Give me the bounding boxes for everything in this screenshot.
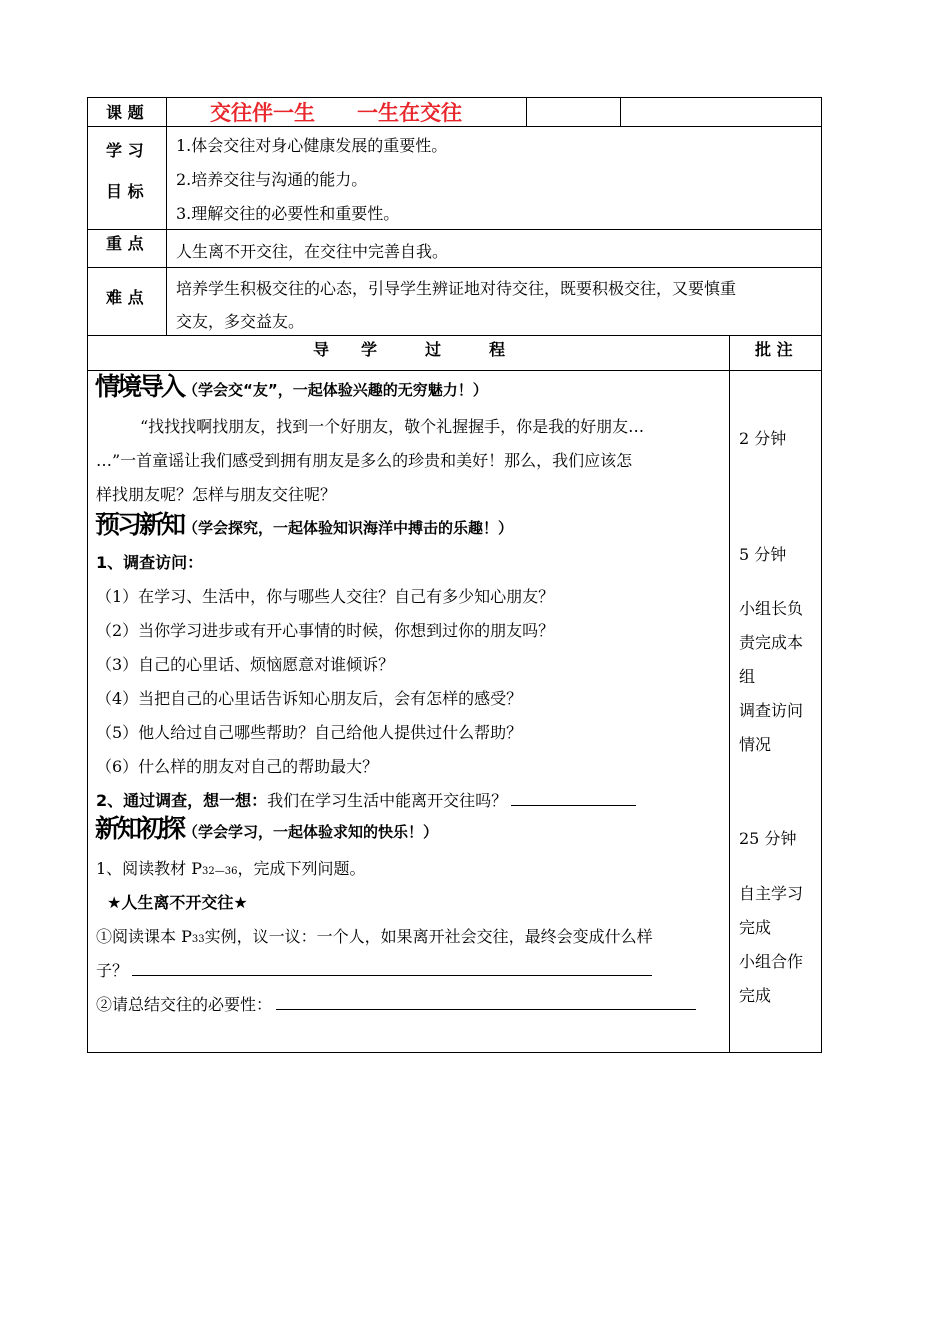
note-5-line-1: 自主学习 xyxy=(739,884,804,903)
key-text: 人生离不开交往，在交往中完善自我。 xyxy=(176,242,449,261)
section-preview xyxy=(95,510,513,540)
answer-blank[interactable] xyxy=(511,791,636,806)
think-question xyxy=(96,791,636,811)
survey-question-2: （2）当你学习进步或有开心事情的时候，你想到过你的朋友吗？ xyxy=(96,621,555,640)
survey-question-5: （5）他人给过自己哪些帮助？自己给他人提供过什么帮助？ xyxy=(96,723,523,742)
goals-label-1: 学 习 xyxy=(106,141,144,160)
topic-label: 课 题 xyxy=(106,103,144,122)
read-suffix: ，完成下列问题。 xyxy=(237,859,366,878)
difficulty-line-2: 交友，多交益友。 xyxy=(176,312,305,331)
survey-question-3: （3）自己的心里话、烦恼愿意对谁倾诉？ xyxy=(96,655,395,674)
goal-3: 3.理解交往的必要性和重要性。 xyxy=(176,204,400,223)
goal-1: 1.体会交往对身心健康发展的重要性。 xyxy=(176,136,448,155)
difficulty-line-1: 培养学生积极交往的心态，引导学生辨证地对待交往，既要积极交往，又要慎重 xyxy=(176,279,737,298)
read-pages: 32—36 xyxy=(202,866,238,877)
note-3-line-5: 情况 xyxy=(739,735,772,754)
survey-question-6: （6）什么样的朋友对自己的帮助最大？ xyxy=(96,757,379,776)
note-5-line-4: 完成 xyxy=(739,986,772,1005)
read-prefix: 1、阅读教材 P xyxy=(96,859,203,878)
lesson-title: 交往伴一生 一生在交往 xyxy=(210,101,462,125)
goal-2: 2.培养交往与沟通的能力。 xyxy=(176,170,368,189)
section-heading: 预习新知 xyxy=(95,510,184,539)
key-label: 重 点 xyxy=(106,234,144,253)
section-situation xyxy=(95,372,488,402)
question-1 xyxy=(96,927,653,950)
note-3-line-4: 调查访问 xyxy=(739,701,804,720)
survey-question-4: （4）当把自己的心里话告诉知心朋友后，会有怎样的感受？ xyxy=(96,689,523,708)
think-text: 我们在学习生活中能离开交往吗？ xyxy=(267,791,508,810)
note-3-line-2: 责完成本 xyxy=(739,633,804,652)
section-subtitle: （学会学习，一起体验求知的快乐！） xyxy=(183,823,439,841)
intro-line-3: 样找朋友呢？怎样与朋友交往呢？ xyxy=(96,485,337,504)
q1-suffix: 实例，议一议：一个人，如果离开社会交往，最终会变成什么样 xyxy=(204,927,653,946)
difficulty-label: 难 点 xyxy=(106,288,144,307)
process-header: 导 学 过 程 xyxy=(313,340,506,359)
star-title: ★人生离不开交往★ xyxy=(107,893,248,912)
notes-header: 批 注 xyxy=(755,340,793,359)
q2-text: ②请总结交往的必要性： xyxy=(96,995,273,1014)
note-5-line-3: 小组合作 xyxy=(739,952,804,971)
think-label: 2、通过调查，想一想： xyxy=(96,791,268,810)
answer-blank[interactable] xyxy=(132,961,652,976)
goals-label-2: 目 标 xyxy=(106,182,144,201)
question-2 xyxy=(96,995,696,1015)
intro-line-2: …”一首童谣让我们感受到拥有朋友是多么的珍贵和美好！那么，我们应该怎 xyxy=(96,451,633,470)
section-heading: 新知初探 xyxy=(95,814,184,843)
q1-line2: 子？ xyxy=(96,961,129,980)
note-5-line-2: 完成 xyxy=(739,918,772,937)
note-3-line-3: 组 xyxy=(739,667,756,686)
q1-prefix: ①阅读课本 P xyxy=(96,927,192,946)
section-subtitle: （学会探究，一起体验知识海洋中搏击的乐趣！） xyxy=(183,519,514,537)
intro-line-1: “找找找啊找朋友，找到一个好朋友，敬个礼握握手，你是我的好朋友… xyxy=(140,417,645,436)
note-2: 5 分钟 xyxy=(739,545,787,564)
read-instruction xyxy=(96,859,366,882)
q1-page: 33 xyxy=(191,934,205,945)
question-1-line-2 xyxy=(96,961,652,981)
survey-question-1: （1）在学习、生活中，你与哪些人交往？自己有多少知心朋友？ xyxy=(96,587,555,606)
note-4: 25 分钟 xyxy=(739,829,797,848)
section-explore xyxy=(95,814,438,844)
note-1: 2 分钟 xyxy=(739,429,787,448)
section-subtitle: （学会交“友”，一起体验兴趣的无穷魅力！） xyxy=(183,381,488,399)
note-3-line-1: 小组长负 xyxy=(739,599,804,618)
survey-title: 1、调查访问： xyxy=(96,553,204,572)
answer-blank[interactable] xyxy=(276,995,696,1010)
section-heading: 情境导入 xyxy=(95,372,184,401)
